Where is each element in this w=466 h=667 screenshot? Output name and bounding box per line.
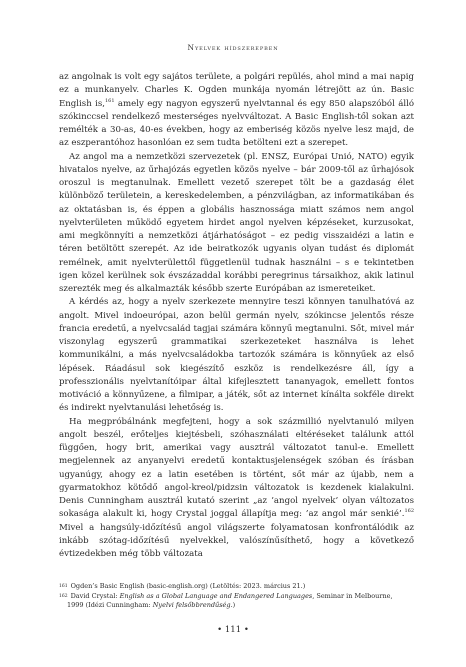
footnote-text — [71, 592, 414, 602]
page-number: • 111 • — [217, 625, 249, 635]
footnote-number: 161 — [59, 584, 68, 589]
paragraph-4 — [59, 416, 414, 562]
footnote-number: 162 — [59, 593, 68, 599]
footnote-text-part: , Seminar in Melbourne, — [312, 591, 393, 600]
paragraph-1-text-b: amely egy nagyon egyszerű nyelvtannal és egy 850 alapszóból álló szókinccsel rendelkező mesterséges nyelvváltozat. A Basic English-től sokan azt remélték a 30-as, 40-es években, hogy az emberiség közös nyelve lesz majd, de az eszperantóhoz hasonlóan ez sem tudta betölteni ezt a szerepet. — [59, 98, 414, 149]
body-text — [59, 71, 414, 561]
footnote-title-italic: English as a Global Language and Endangered Languages — [119, 591, 313, 600]
footnote-162 — [59, 592, 414, 602]
paragraph-2: Az angol ma a nemzetközi szervezetek (pl. ENSZ, Európai Unió, NATO) egyik hivatalos nyelve, az űrhajózás egyetlen közös nyelve – bár 2009-től az űrhajósok oroszul is megtanulnak. Emellett vezető szerepet tölt be a gazdaság élet különböző területein, a kereskedelemben, a pénzvilágban, az informatikában és az oktatásban is, és éppen a globális hasznossága miatt számos nem angol nyelvterületen működő egyetem hirdet angol nyelven képzéseket, kurzusokat, ami megkönnyíti a nemzetközi átjárhatóságot – ez pedig visszaidézi a latin e téren betöltött szerepét. Az ide beiratkozók ugyanis olyan tudást és diplomát remélnek, amit nyelvterülettől függetlenül tudnak használni – s e tekintetben igen közel kerülnek sok évszázaddal korábbi peregrinus társaikhoz, akik latinul szerezték meg és alkalmazták később szerte Európában az ismereteiket. — [59, 151, 414, 294]
paragraph-1-text-a: az angolnak is volt egy sajátos területe, a polgári repülés, ahol mind a mai napig ez a munkanyelv. Charles K. Ogden munkája nyomán létrejött az ún. Basic English is, — [59, 72, 414, 109]
paragraph-3: A kérdés az, hogy a nyelv szerkezete mennyire teszi könnyen tanulhatóvá az angolt. Mivel indoeurópai, azon belül germán nyelv, szókincse jelentős része francia eredetű, a nyelvcsalád tagjai számára könnyű megtanulni. Sőt, mivel már viszonylag egyszerű grammatikai szerkezeteket használva is lehet kommunikálni, a más nyelvcsaládokba tartozók számára is könnyűek az első lépések. Ráadásul sok kiegészítő eszköz is rendelkezésre áll, így a professzionális nyelvtanítóipar által kifejlesztett tananyagok, emellett fontos motiváció a könnyűzene, a filmipar, a játék, sőt az internet kínálta sokféle direkt és indirekt nyelvtanulási lehetőség is. — [59, 297, 414, 414]
footnote-text: Ogden’s Basic English (basic-english.org) (Letöltés: 2023. március 21.) — [70, 582, 306, 590]
paragraph-1 — [59, 71, 414, 151]
footnote-ref-162[interactable]: 162 — [404, 508, 414, 515]
footnote-title-italic: Nyelvi felsőbbrendűség — [152, 601, 231, 610]
paragraph-4-text-b: Mivel a hangsúly-időzítésű angol világszerte folyamatosan konfrontálódik az inkább szótag-időzítésű nyelvekkel, valószínűsíthető, hogy a következő évtizedekben még több változata — [59, 522, 414, 559]
footnotes — [59, 582, 414, 611]
footnote-text-part: 1999 (Idézi Cunningham: — [67, 601, 153, 610]
footnote-text-part: David Crystal: — [70, 591, 120, 600]
footnote-162-continuation — [59, 601, 414, 611]
paragraph-4-text-a: Ha megpróbálnánk megfejteni, hogy a sok százmillió nyelvtanuló milyen angolt beszél, erőteljes kiejtésbeli, szóhasználati eltéréseket találunk attól függően, hogy brit, amerikai vagy ausztrál változatot tanul-e. Emellett megjelennek az anyanyelvi eredetű kontaktusjelenségek szóban és írásban ugyanúgy, ahogy ez a latin esetében is történt, sőt már az újabb, nem a gyarmatokhoz kötődő angol-kreol/pidzsin változatok is kezdenek kialakulni. Denis Cunningham ausztrál kutató szerint „az ’angol nyelvek’ olyan változatos sokasága alakult ki, hogy Crystal joggal állapítja meg: ’az angol már senkié’. — [59, 416, 414, 520]
footnote-text-part: .) — [230, 601, 236, 610]
running-head: Nyelvek hídszerepben — [187, 43, 279, 52]
footnote-ref-161[interactable]: 161 — [105, 97, 115, 104]
footnote-161 — [59, 582, 414, 592]
